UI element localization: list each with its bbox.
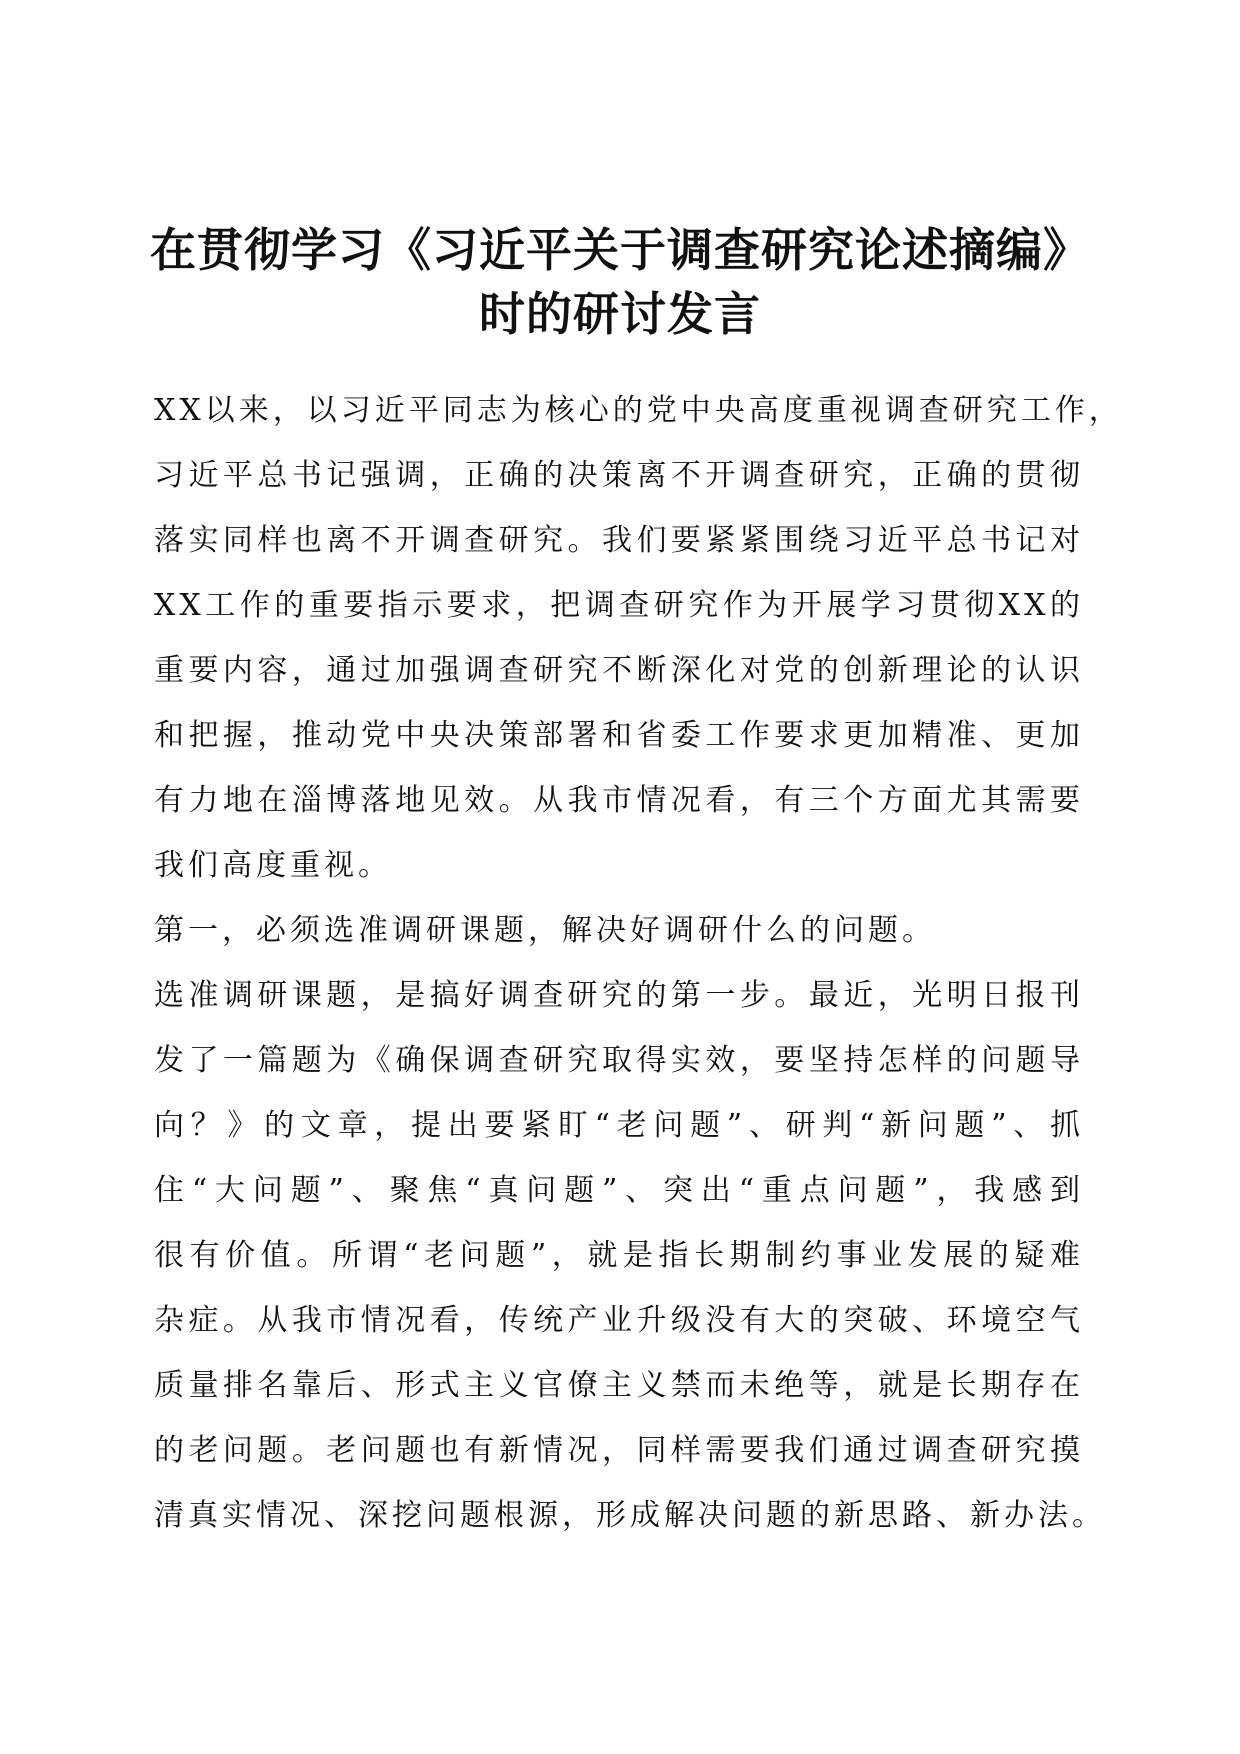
document-body	[154, 378, 1123, 1548]
body-line: 习近平总书记强调，正确的决策离不开调查研究，正确的贯彻	[154, 458, 1084, 493]
title-line-2: 时的研讨发言	[479, 287, 761, 341]
body-line: XX工作的重要指示要求，把调查研究作为开展学习贯彻XX的	[154, 588, 1084, 623]
body-line: 杂症。从我市情况看，传统产业升级没有大的突破、环境空气	[154, 1303, 1084, 1338]
body-line: 发了一篇题为《确保调查研究取得实效，要坚持怎样的问题导	[154, 1043, 1084, 1078]
body-line: 的老问题。老问题也有新情况，同样需要我们通过调查研究摸	[154, 1433, 1084, 1468]
body-line: 和把握，推动党中央决策部署和省委工作要求更加精准、更加	[154, 718, 1084, 753]
body-line: 向？》的文章，提出要紧盯“老问题”、研判“新问题”、抓	[154, 1108, 1084, 1143]
body-line: 重要内容，通过加强调查研究不断深化对党的创新理论的认识	[154, 653, 1084, 688]
body-line: 很有价值。所谓“老问题”，就是指长期制约事业发展的疑难	[154, 1238, 1084, 1273]
document-title	[140, 218, 1100, 346]
title-line-1: 在贯彻学习《习近平关于调查研究论述摘编》	[150, 223, 1090, 277]
body-line: 落实同样也离不开调查研究。我们要紧紧围绕习近平总书记对	[154, 523, 1084, 558]
body-line: 我们高度重视。	[154, 848, 392, 883]
body-line: 选准调研课题，是搞好调查研究的第一步。最近，光明日报刊	[154, 978, 1084, 1013]
body-line: 质量排名靠后、形式主义官僚主义禁而未绝等，就是长期存在	[154, 1368, 1084, 1403]
body-line: 住“大问题”、聚焦“真问题”、突出“重点问题”，我感到	[154, 1173, 1084, 1208]
body-line: 有力地在淄博落地见效。从我市情况看，有三个方面尤其需要	[154, 783, 1084, 818]
body-line: 清真实情况、深挖问题根源，形成解决问题的新思路、新办法。	[154, 1498, 1106, 1533]
section-heading: 第一，必须选准调研课题，解决好调研什么的问题。	[154, 913, 936, 948]
body-line: XX以来，以习近平同志为核心的党中央高度重视调查研究工作，	[154, 393, 1123, 428]
